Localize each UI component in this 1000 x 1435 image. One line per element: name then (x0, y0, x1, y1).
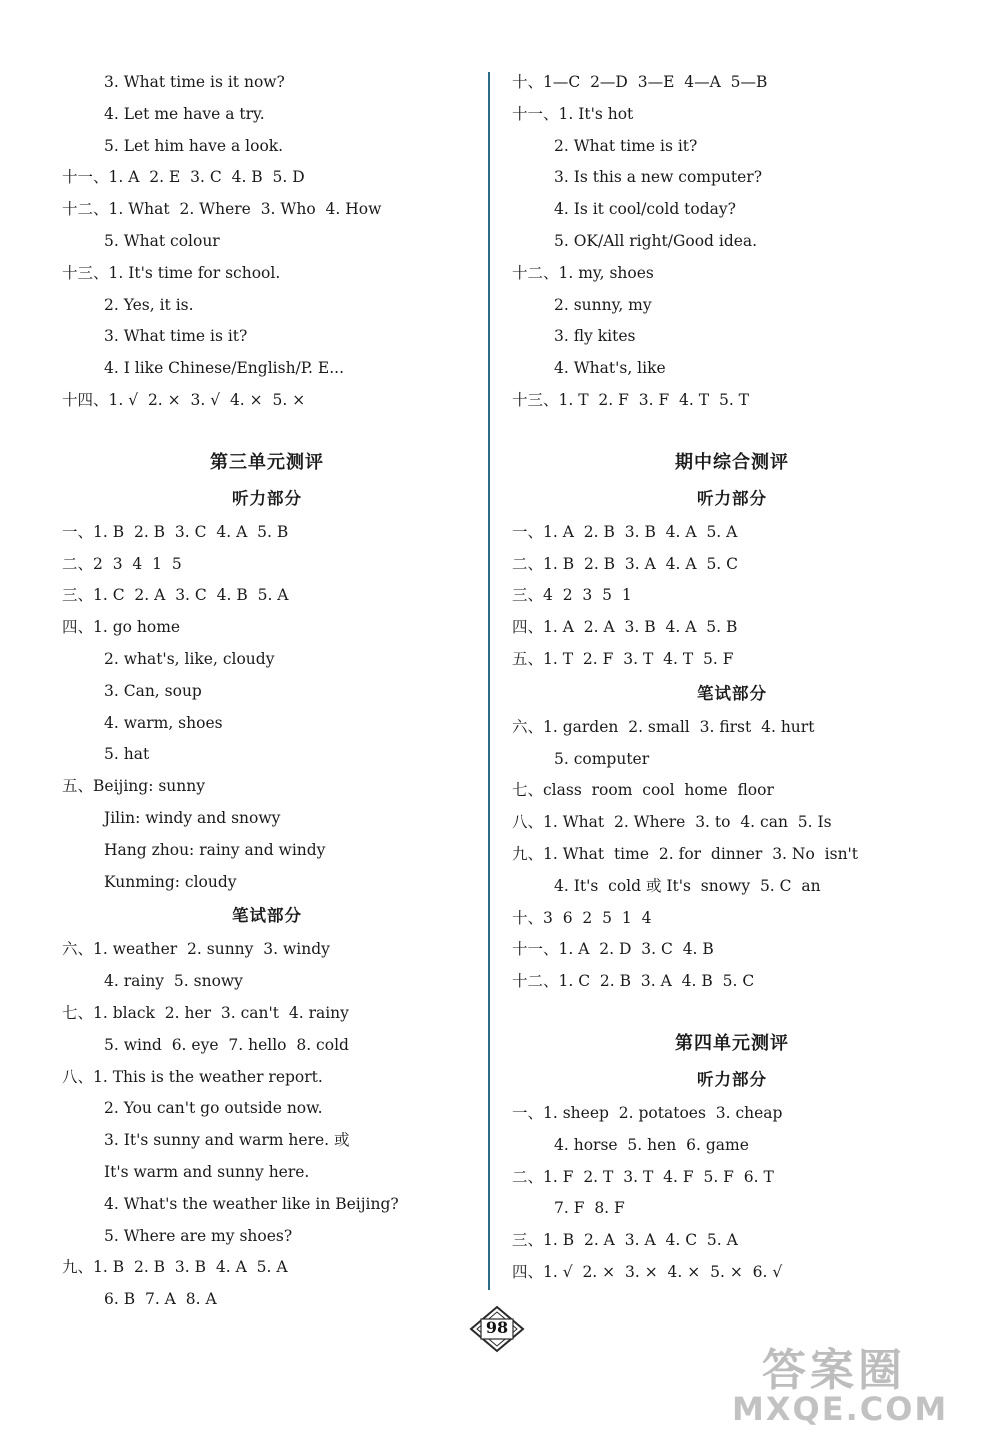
answer-line: 二、1. F 2. T 3. T 4. F 5. F 6. T (512, 1167, 774, 1186)
answer-line: 5. What colour (104, 231, 220, 250)
answer-line: 八、1. This is the weather report. (62, 1067, 323, 1086)
answer-line: 九、1. What time 2. for dinner 3. No isn't (512, 844, 859, 863)
answer-line: Kunming: cloudy (104, 872, 237, 891)
section-subtitle: 听力部分 (697, 488, 767, 508)
answer-line: 一、1. B 2. B 3. C 4. A 5. B (62, 522, 289, 541)
section-title: 第四单元测评 (675, 1032, 789, 1054)
answer-line: 三、1. C 2. A 3. C 4. B 5. A (62, 586, 289, 605)
answer-line: 十、3 6 2 5 1 4 (512, 908, 652, 927)
watermark-logo-text: 答案圈 (762, 1345, 906, 1396)
answer-line: 4. I like Chinese/English/P. E... (104, 359, 345, 378)
answer-line: 十三、1. It's time for school. (62, 263, 281, 282)
answer-line: 二、1. B 2. B 3. A 4. A 5. C (512, 554, 739, 573)
answer-line: 5. wind 6. eye 7. hello 8. cold (104, 1035, 349, 1054)
answer-line: 4. rainy 5. snowy (104, 972, 243, 991)
answer-line: 5. OK/All right/Good idea. (554, 231, 758, 250)
answer-line: Jilin: windy and snowy (104, 808, 281, 827)
answer-line: 一、1. sheep 2. potatoes 3. cheap (512, 1103, 783, 1122)
answer-line: 七、class room cool home floor (512, 781, 774, 800)
watermark-logo (732, 1334, 982, 1429)
answer-line: 七、1. black 2. her 3. can't 4. rainy (62, 1003, 349, 1022)
answer-line: 十一、1. It's hot (512, 104, 634, 123)
answer-line: 3. What time is it? (104, 327, 248, 346)
answer-line: 5. Where are my shoes? (104, 1226, 293, 1245)
answer-line: 4. horse 5. hen 6. game (554, 1135, 749, 1154)
answer-line: 八、1. What 2. Where 3. to 4. can 5. Is (512, 813, 832, 832)
answer-line: 四、1. go home (62, 618, 181, 637)
answer-line: 3. It's sunny and warm here. 或 (104, 1131, 350, 1150)
answer-line: 7. F 8. F (554, 1199, 625, 1218)
answer-line: 3. What time is it now? (104, 73, 285, 91)
answer-line: 3. Is this a new computer? (554, 168, 763, 187)
answer-line: 五、Beijing: sunny (62, 777, 205, 796)
section-subtitle: 笔试部分 (697, 683, 767, 703)
answer-line: 2. Yes, it is. (104, 295, 194, 314)
page-number-badge (467, 1305, 527, 1353)
answer-line: 6. B 7. A 8. A (104, 1290, 217, 1309)
answer-line: 4. warm, shoes (104, 713, 223, 732)
answer-line: 三、4 2 3 5 1 (512, 586, 632, 605)
answer-line: 4. It's cold 或 It's snowy 5. C an (554, 876, 821, 895)
answer-line: 十二、1. my, shoes (512, 263, 654, 282)
answer-line: 九、1. B 2. B 3. B 4. A 5. A (62, 1258, 288, 1277)
answer-line: It's warm and sunny here. (104, 1162, 310, 1181)
right-column (512, 67, 952, 1289)
watermark-url-text: MXQE.COM (732, 1390, 949, 1428)
answer-line: 2. What time is it? (554, 136, 698, 155)
answer-line: 二、2 3 4 1 5 (62, 554, 182, 573)
section-subtitle: 听力部分 (697, 1069, 767, 1089)
section-title: 第三单元测评 (210, 451, 324, 473)
answer-line: Hang zhou: rainy and windy (104, 840, 326, 859)
answer-line: 一、1. A 2. B 3. B 4. A 5. A (512, 522, 738, 541)
section-subtitle: 笔试部分 (232, 906, 302, 926)
answer-line: 5. computer (554, 749, 650, 768)
section-title: 期中综合测评 (675, 451, 789, 473)
answer-line: 3. Can, soup (104, 681, 202, 700)
answer-line: 十三、1. T 2. F 3. F 4. T 5. T (512, 390, 750, 409)
answer-line: 3. fly kites (554, 327, 636, 346)
answer-line: 5. Let him have a look. (104, 136, 284, 155)
answer-line: 十、1—C 2—D 3—E 4—A 5—B (512, 73, 768, 91)
answer-line: 十一、1. A 2. E 3. C 4. B 5. D (62, 168, 305, 187)
left-column (62, 67, 472, 1316)
answer-line: 十二、1. C 2. B 3. A 4. B 5. C (512, 972, 755, 991)
answer-line: 四、1. A 2. A 3. B 4. A 5. B (512, 618, 738, 637)
answer-line: 五、1. T 2. F 3. T 4. T 5. F (512, 649, 734, 668)
answer-line: 六、1. garden 2. small 3. first 4. hurt (512, 717, 815, 736)
answer-line: 十二、1. What 2. Where 3. Who 4. How (62, 200, 382, 219)
answer-line: 四、1. √ 2. × 3. × 4. × 5. × 6. √ (512, 1262, 783, 1281)
column-divider (488, 72, 490, 1290)
answer-line: 十一、1. A 2. D 3. C 4. B (512, 940, 714, 959)
answer-line: 4. What's the weather like in Beijing? (104, 1194, 399, 1213)
answer-line: 三、1. B 2. A 3. A 4. C 5. A (512, 1231, 738, 1250)
answer-line: 2. You can't go outside now. (104, 1099, 323, 1118)
answer-line: 十四、1. √ 2. × 3. √ 4. × 5. × (62, 390, 306, 409)
page-number: 98 (485, 1318, 509, 1337)
answer-line: 2. sunny, my (554, 295, 652, 314)
answer-line: 六、1. weather 2. sunny 3. windy (62, 940, 330, 959)
answer-line: 4. What's, like (554, 359, 666, 378)
section-subtitle: 听力部分 (232, 488, 302, 508)
answer-line: 2. what's, like, cloudy (104, 649, 275, 668)
answer-line: 5. hat (104, 745, 150, 764)
answer-line: 4. Let me have a try. (104, 104, 265, 123)
answer-line: 4. Is it cool/cold today? (554, 200, 736, 219)
